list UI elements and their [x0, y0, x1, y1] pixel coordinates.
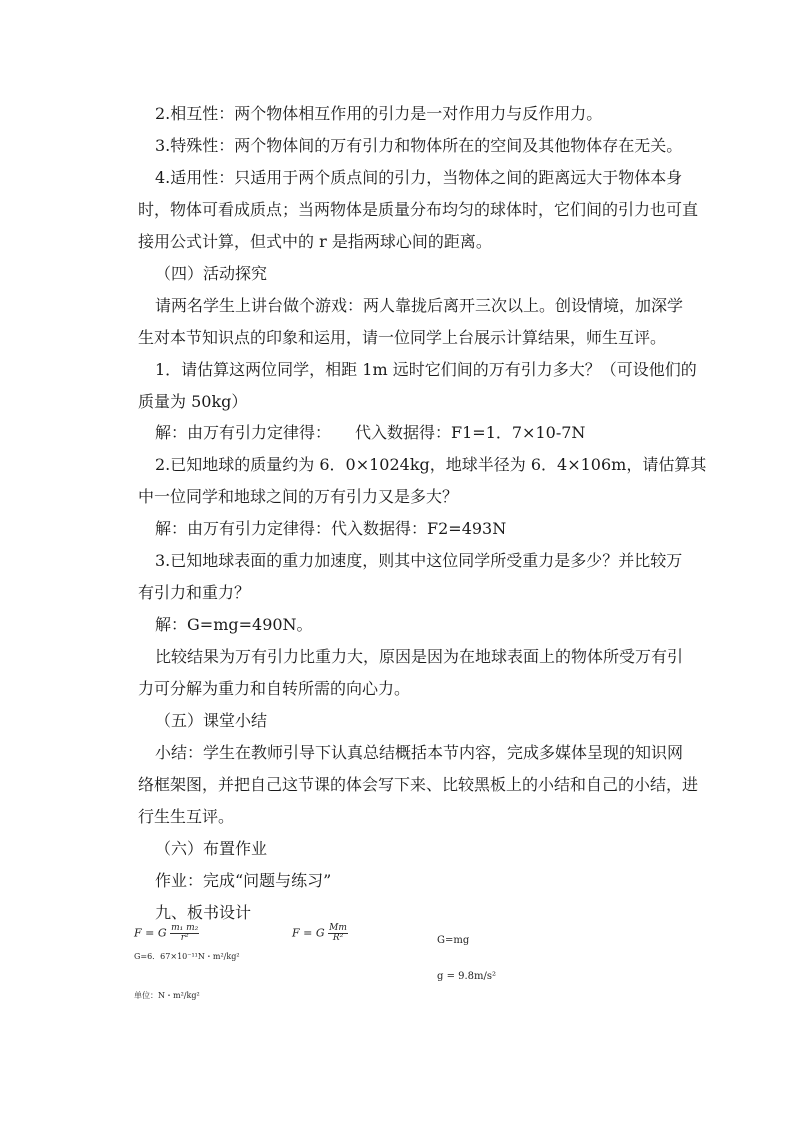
formula-fraction: [328, 924, 348, 943]
text-line: 力可分解为重力和自转所需的向心力。: [138, 679, 411, 698]
text-line: 1．请估算这两位同学，相距 1m 远时它们间的万有引力多大？（可设他们的: [155, 360, 697, 379]
text-line: 请两名学生上讲台做个游戏：两人靠拢后离开三次以上。创设情境，加深学: [155, 296, 684, 315]
formula-prefix: F = G: [134, 926, 167, 940]
text-line: 解：由万有引力定律得： 代入数据得：F1=1．7×10-7N: [155, 423, 586, 442]
text-line: 3.特殊性：两个物体间的万有引力和物体所在的空间及其他物体存在无关。: [155, 136, 683, 155]
text-line: 生对本节知识点的印象和运用，请一位同学上台展示计算结果，师生互评。: [138, 328, 667, 347]
text-line: 接用公式计算，但式中的 r 是指两球心间的距离。: [138, 232, 492, 251]
text-line: 解：由万有引力定律得：代入数据得：F2=493N: [155, 519, 507, 538]
text-line: 2.已知地球的质量约为 6．0×1024kg，地球半径为 6．4×106m，请估算其: [155, 455, 707, 474]
text-line: 络框架图，并把自己这节课的体会写下来、比较黑板上的小结和自己的小结，进: [138, 775, 699, 794]
formula-numerator: m₁ m₂: [171, 923, 199, 933]
formula-fraction: [170, 924, 199, 943]
formula-prefix: F = G: [292, 926, 325, 940]
text-line: 解：G=mg=490N。: [155, 615, 313, 634]
gravitational-constant: G=6．67×10⁻¹¹N・m²/kg²: [134, 952, 240, 961]
text-line: 有引力和重力？: [138, 583, 251, 602]
gravity-formula: G=mg: [437, 935, 470, 946]
section-heading: （六）布置作业: [155, 839, 268, 858]
text-line: 行生生互评。: [138, 807, 235, 826]
formula-denominator: R²: [332, 933, 344, 943]
text-line: 4.适用性：只适用于两个质点间的引力，当物体之间的距离远大于物体本身: [155, 168, 683, 187]
section-heading: 九、板书设计: [155, 903, 252, 922]
unit-label: 单位：N・m²/kg²: [134, 991, 200, 1000]
section-heading: （四）活动探究: [155, 264, 268, 283]
formula-denominator: r²: [180, 933, 189, 943]
text-line: 2.相互性：两个物体相互作用的引力是一对作用力与反作用力。: [155, 104, 603, 123]
earth-gravitation-formula: [292, 924, 348, 943]
formula-numerator: Mm: [329, 923, 347, 933]
text-line: 时，物体可看成质点；当两物体是质量分布均匀的球体时，它们间的引力也可直: [138, 200, 699, 219]
gravity-acceleration: g = 9.8m/s²: [437, 971, 497, 982]
text-line: 中一位同学和地球之间的万有引力又是多大？: [138, 487, 459, 506]
gravitation-formula: [134, 924, 199, 943]
section-heading: （五）课堂小结: [155, 711, 268, 730]
text-line: 质量为 50kg）: [138, 392, 248, 411]
text-line: 作业：完成“问题与练习”: [155, 871, 332, 890]
text-line: 小结：学生在教师引导下认真总结概括本节内容，完成多媒体呈现的知识网: [155, 743, 684, 762]
text-line: 3.已知地球表面的重力加速度，则其中这位同学所受重力是多少？并比较万: [155, 551, 683, 570]
text-line: 比较结果为万有引力比重力大，原因是因为在地球表面上的物体所受万有引: [155, 647, 684, 666]
